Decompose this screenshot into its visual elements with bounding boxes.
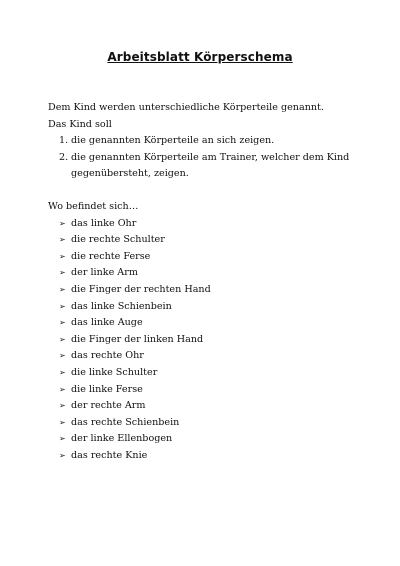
instruction-line: Dem Kind werden unterschiedliche Körperteile genannt. (48, 102, 324, 113)
list-item-text: das rechte Ohr (71, 350, 144, 362)
arrowhead-check-icon: ➢ (59, 351, 66, 361)
arrowhead-check-icon: ➢ (59, 334, 66, 344)
instruction-line: Das Kind soll (48, 118, 112, 130)
arrowhead-check-icon: ➢ (59, 268, 66, 278)
list-item (48, 382, 368, 399)
arrowhead-check-icon: ➢ (59, 301, 66, 311)
page-title: Arbeitsblatt Körperschema (107, 50, 293, 64)
list-item-text: der linke Ellenbogen (71, 433, 173, 445)
question-section (48, 199, 368, 465)
arrowhead-check-icon: ➢ (59, 401, 66, 411)
list-item (48, 415, 368, 432)
list-item-text: die rechte Schulter (71, 234, 165, 246)
list-item-text: das linke Auge (71, 317, 143, 329)
instructions (48, 100, 368, 183)
arrowhead-check-icon: ➢ (59, 235, 66, 245)
list-item (48, 398, 368, 415)
list-item-text: das rechte Schienbein (71, 416, 180, 428)
body-part-list (48, 216, 368, 465)
list-item-text: die Finger der linken Hand (71, 333, 204, 345)
arrowhead-check-icon: ➢ (59, 367, 66, 377)
list-item (48, 448, 368, 465)
step-item (48, 133, 368, 150)
list-item (48, 232, 368, 249)
step-number: 2. (59, 151, 69, 163)
step-item (48, 150, 368, 183)
list-item (48, 299, 368, 316)
list-item-text: die linke Ferse (71, 383, 143, 395)
list-item-text: die linke Schulter (71, 366, 158, 378)
arrowhead-check-icon: ➢ (59, 218, 66, 228)
list-item (48, 216, 368, 233)
arrowhead-check-icon: ➢ (59, 417, 66, 427)
arrowhead-check-icon: ➢ (59, 450, 66, 460)
list-item (48, 348, 368, 365)
arrowhead-check-icon: ➢ (59, 434, 66, 444)
question-heading: Wo befindet sich… (48, 201, 139, 212)
step-text: die genannten Körperteile am Trainer, welcher dem Kind gegenübersteht, zeigen. (71, 151, 350, 180)
list-item (48, 431, 368, 448)
step-number: 1. (59, 135, 69, 147)
list-item-text: die rechte Ferse (71, 250, 151, 262)
list-item (48, 282, 368, 299)
arrowhead-check-icon: ➢ (59, 384, 66, 394)
list-item-text: das linke Ohr (71, 217, 137, 229)
list-item-text: der rechte Arm (71, 400, 146, 412)
list-item-text: das rechte Knie (71, 449, 148, 461)
step-text: die genannten Körperteile an sich zeigen. (71, 135, 275, 147)
list-item-text: die Finger der rechten Hand (71, 283, 211, 295)
arrowhead-check-icon: ➢ (59, 284, 66, 294)
numbered-steps (48, 133, 368, 183)
arrowhead-check-icon: ➢ (59, 251, 66, 261)
list-item (48, 265, 368, 282)
list-item (48, 249, 368, 266)
list-item-text: der linke Arm (71, 267, 138, 279)
list-item (48, 365, 368, 382)
list-item (48, 315, 368, 332)
list-item-text: das linke Schienbein (71, 300, 172, 312)
list-item (48, 332, 368, 349)
arrowhead-check-icon: ➢ (59, 318, 66, 328)
